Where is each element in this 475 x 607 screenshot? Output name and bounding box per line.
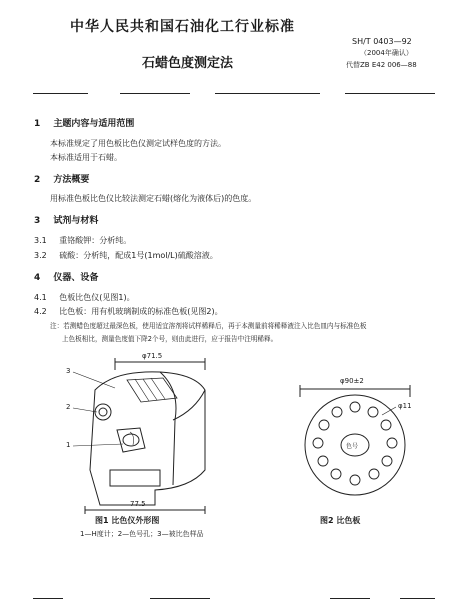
figure-2-top-dimension: φ90±2: [340, 377, 364, 385]
section-title: 主题内容与适用范围: [53, 119, 135, 129]
doc-title: 石蜡色度测定法: [142, 56, 234, 71]
section-2-heading: [34, 172, 89, 185]
item-number: 4.2: [34, 307, 47, 316]
footer-rule-4: [400, 598, 435, 599]
item-3-2: [34, 250, 218, 261]
item-text: 比色板：用有机玻璃制成的标准色板(见图2)。: [59, 307, 223, 316]
figure-2-caption: 图2 比色板: [320, 516, 361, 525]
section-number: 2: [34, 175, 41, 185]
figure-2-center-label: 色号: [346, 443, 359, 450]
figure-1-bottom-dimension: 77.5: [130, 500, 146, 508]
item-number: 4.1: [34, 293, 47, 302]
note-line-1: 注：若测蜡色度超过最深色板，使用适宜溶剂将试样稀释后，再于本测量前将稀释液注入比色皿内与标准色板: [50, 322, 367, 330]
header-rule-3: [215, 93, 320, 94]
item-number: 3.2: [34, 251, 47, 260]
section-1-body-1: 本标准规定了用色板比色仪测定试样色度的方法。: [50, 139, 226, 148]
item-text: 重铬酸钾：分析纯。: [59, 236, 132, 245]
figure-1-callout-3: 3: [66, 367, 71, 375]
section-4-heading: [34, 270, 98, 283]
figure-1-legend: 1—H度计；2—色号孔；3—被比色样品: [80, 530, 204, 538]
item-text: 色板比色仪(见图1)。: [59, 293, 135, 302]
header-rule-2: [120, 93, 190, 94]
section-3-heading: [34, 213, 98, 226]
section-1-body-2: 本标准适用于石蜡。: [50, 153, 122, 162]
item-text: 硫酸：分析纯，配成1号(1mol/L)硫酸溶液。: [59, 251, 218, 260]
figure-1-callout-1: 1: [66, 441, 71, 449]
header-rule-1: [33, 93, 88, 94]
figure-1-callout-2: 2: [66, 403, 71, 411]
item-number: 3.1: [34, 236, 47, 245]
section-title: 仪器、设备: [53, 273, 99, 283]
figure-2-hole-label: φ11: [398, 402, 412, 410]
footer-rule-1: [33, 598, 63, 599]
note-line-2: 上色板相比，测量色度值下降2个号，则由此进行，应于报告中注明稀释。: [62, 335, 278, 343]
item-3-1: [34, 235, 131, 246]
org-title: 中华人民共和国石油化工行业标准: [70, 19, 295, 35]
standard-number: SH/T 0403—92: [352, 37, 412, 46]
section-1-heading: [34, 116, 134, 129]
section-title: 方法概要: [53, 175, 90, 185]
reaffirm-note: （2004年确认）: [360, 49, 413, 57]
header-rule-4: [345, 93, 435, 94]
footer-rule-2: [150, 598, 210, 599]
figure-1-caption: 图1 比色仪外形图: [95, 516, 160, 525]
figure-1-top-dimension: φ71.5: [142, 352, 163, 360]
replace-note: 代替ZB E42 006—88: [346, 61, 417, 69]
section-number: 1: [34, 119, 41, 129]
figure-1-drawing: [55, 350, 240, 520]
section-number: 3: [34, 216, 41, 226]
figure-2-drawing: [290, 375, 420, 500]
section-2-body: 用标准色板比色仪比较法测定石蜡(熔化为液体后)的色度。: [50, 194, 257, 203]
item-4-1: [34, 292, 135, 303]
footer-rule-3: [330, 598, 370, 599]
item-4-2: [34, 306, 223, 317]
section-number: 4: [34, 273, 41, 283]
section-title: 试剂与材料: [53, 216, 99, 226]
